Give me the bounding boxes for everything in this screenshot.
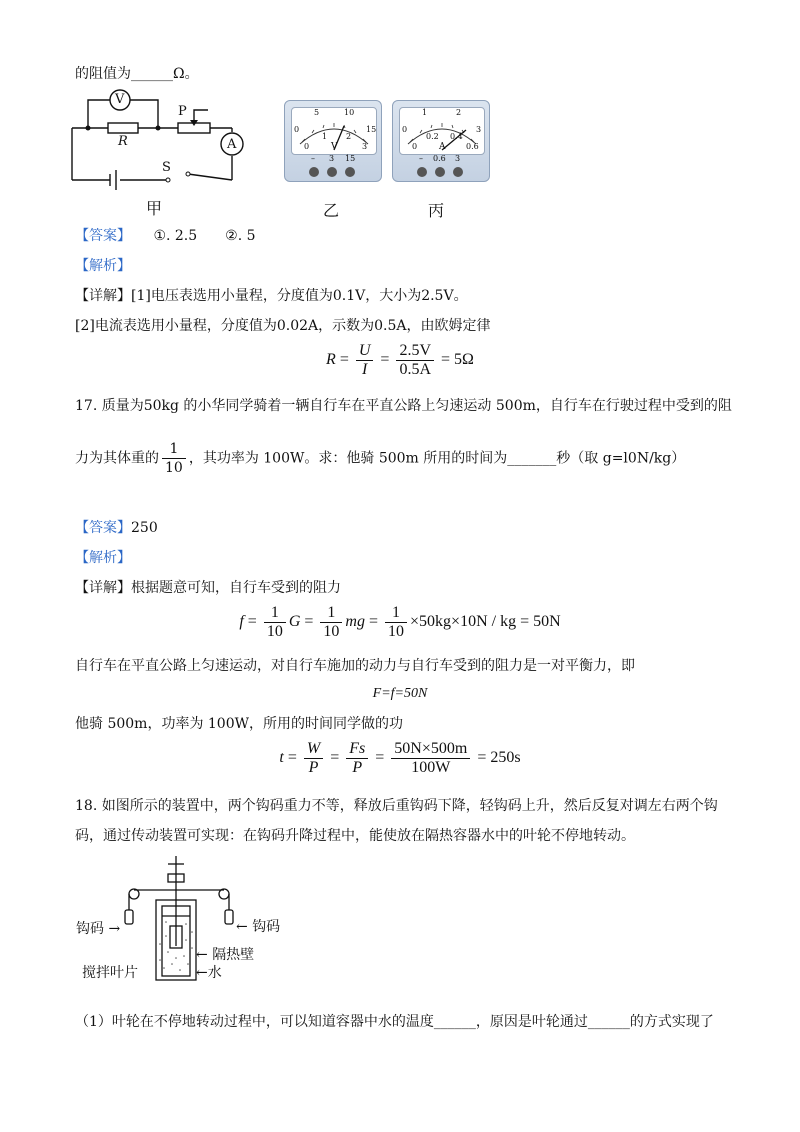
formula-eq: = [247,613,257,631]
ammeter-bottom-04: 0.4 [450,132,463,141]
switch-s-label: S [162,160,171,175]
formula-eq2: = [380,351,390,369]
figure-label-jia: 甲 [146,199,163,218]
left-weight-label: 钩码 → [76,921,121,937]
q16-analysis-tag: 【解析】 [75,258,131,274]
ammeter-top-0: 0 [402,125,408,134]
voltmeter-symbol: V [115,92,125,107]
voltmeter-bottom-1: 1 [322,132,328,141]
answer-text: 250 [131,520,158,536]
ohm-formula [0,342,800,379]
q17-detail-line3: 他骑 500m，功率为 100W，所用的时间同学做的功 [75,716,404,732]
ammeter-bottom-06: 0.6 [466,142,479,151]
slider-p-label: P [178,104,187,119]
ammeter-top-3: 3 [476,125,482,134]
ammeter-bottom-02: 0.2 [426,132,439,141]
formula-result: = 5Ω [441,351,474,369]
answer-tag: 【答案】 [75,520,131,536]
detail-tag: 【详解】 [75,580,131,596]
q17-analysis-tag: 【解析】 [75,550,131,566]
detail-text: [1]电压表选用小量程，分度值为0.1V，大小为2.5V。 [131,288,468,304]
q18-sub1: （1）叶轮在不停地转动过程中，可以知道容器中水的温度______，原因是叶轮通过______的方式实现了 [75,1014,714,1030]
formula-g: G [288,613,301,631]
ammeter-symbol: A [227,137,237,152]
q16-detail-line2: [2]电流表选用小量程，分度值为0.02A，示数为0.5A，由欧姆定律 [75,318,491,334]
voltmeter-top-0: 0 [294,125,300,134]
voltmeter-bottom-0: 0 [304,142,310,151]
formula-mg: mg [345,613,365,631]
right-weight-label: ← 钩码 [236,919,281,935]
fraction-3: $\frac{1}{10}$ [385,604,407,641]
water-label: ←水 [196,965,222,981]
voltmeter-terminal-neg: – [311,154,315,163]
voltmeter-bottom-3: 3 [362,142,368,151]
q17-line2-prefix: 力为其体重的 [75,450,159,467]
formula-r: R [326,351,336,369]
fraction-values: $\frac{2.5V}{0.5A}$ [396,342,434,379]
q17-line2 [75,440,685,477]
q18-line2: 码，通过传动装置可实现：在钩码升降过程中，能使放在隔热容器水中的叶轮不停地转动。 [75,828,635,844]
ammeter-unit: A [439,142,446,152]
ammeter-bottom-0: 0 [412,142,418,151]
formula-t: t [279,749,284,767]
time-formula: t = $\frac{W}{P}$ = $\frac{Fs}{P}$ = $\frac{50N\times 500m}{100W}$ = 250s [279,740,521,776]
voltmeter-panel [284,100,382,182]
circuit-diagram [68,88,248,198]
voltmeter-unit: V [331,142,338,152]
answer-text: ①. 2.5 ②. 5 [153,228,256,244]
voltmeter-top-10: 10 [344,108,355,117]
formula-eq1: = [339,351,349,369]
ammeter-terminal-06: 0.6 [433,154,446,163]
detail-tag: 【详解】 [75,288,131,304]
insulation-wall-label: ← 隔热壁 [196,947,255,963]
fraction-1: $\frac{1}{10}$ [264,604,286,641]
formula-result: = 250s [477,749,521,767]
ammeter-terminals-icon [415,165,469,179]
fraction-fs-over-p: $\frac{Fs}{P}$ [346,740,368,777]
stirring-blade-label: 搅拌叶片 [82,965,138,981]
fraction-2: $\frac{1}{10}$ [320,604,342,641]
formula-f: f [239,613,244,631]
friction-formula [0,604,800,641]
q16-answer [75,226,256,246]
answer-tag: 【答案】 [75,228,131,244]
ammeter-terminal-neg: – [419,154,423,163]
formula-tail: ×50kg×10N / kg = 50N [410,613,561,631]
ammeter-top-2: 2 [456,108,462,117]
fraction-w-over-p: $\frac{W}{P}$ [304,740,323,777]
q17-detail-line2: 自行车在平直公路上匀速运动，对自行车施加的动力与自行车受到的阻力是一对平衡力，即 [75,658,635,674]
voltmeter-top-15: 15 [366,125,377,134]
detail-text: 根据题意可知，自行车受到的阻力 [131,580,341,596]
voltmeter-bottom-2: 2 [346,132,352,141]
figure-label-bing: 丙 [428,201,445,220]
balance-formula: F=f=50N [372,686,428,701]
ammeter-terminal-3: 3 [455,154,461,163]
formula-eq: = [368,613,379,631]
q17-answer [75,518,158,538]
voltmeter-top-5: 5 [314,108,320,117]
fraction-one-tenth: $\frac{1}{10}$ [162,440,186,477]
q17-line1: 17. 质量为50kg 的小华同学骑着一辆自行车在平直公路上匀速运动 500m，自行车在行驶过程中受到的阻 [75,398,732,414]
q17-detail-line1 [75,578,341,598]
fraction-u-over-i: $\frac{U}{I}$ [356,342,374,379]
q16-tail-text: 的阻值为______Ω。 [75,66,199,82]
ammeter-panel [392,100,490,182]
figure-label-yi: 乙 [323,201,340,220]
q16-detail-line1 [75,286,468,306]
voltmeter-terminal-3: 3 [329,154,335,163]
voltmeter-terminals-icon [307,165,361,179]
voltmeter-terminal-15: 15 [345,154,356,163]
ammeter-top-1: 1 [422,108,428,117]
fraction-work-values: $\frac{50N\times 500m}{100W}$ [391,740,470,777]
q18-line1: 18. 如图所示的装置中，两个钩码重力不等，释放后重钩码下降，轻钩码上升，然后反复对调左右两个钩 [75,798,718,814]
formula-eq: = [304,613,314,631]
resistor-r-label: R [118,134,128,149]
q17-line2-suffix: ，其功率为 100W。求：他骑 500m 所用的时间为_______秒（取 g=l0N/kg） [188,450,686,467]
